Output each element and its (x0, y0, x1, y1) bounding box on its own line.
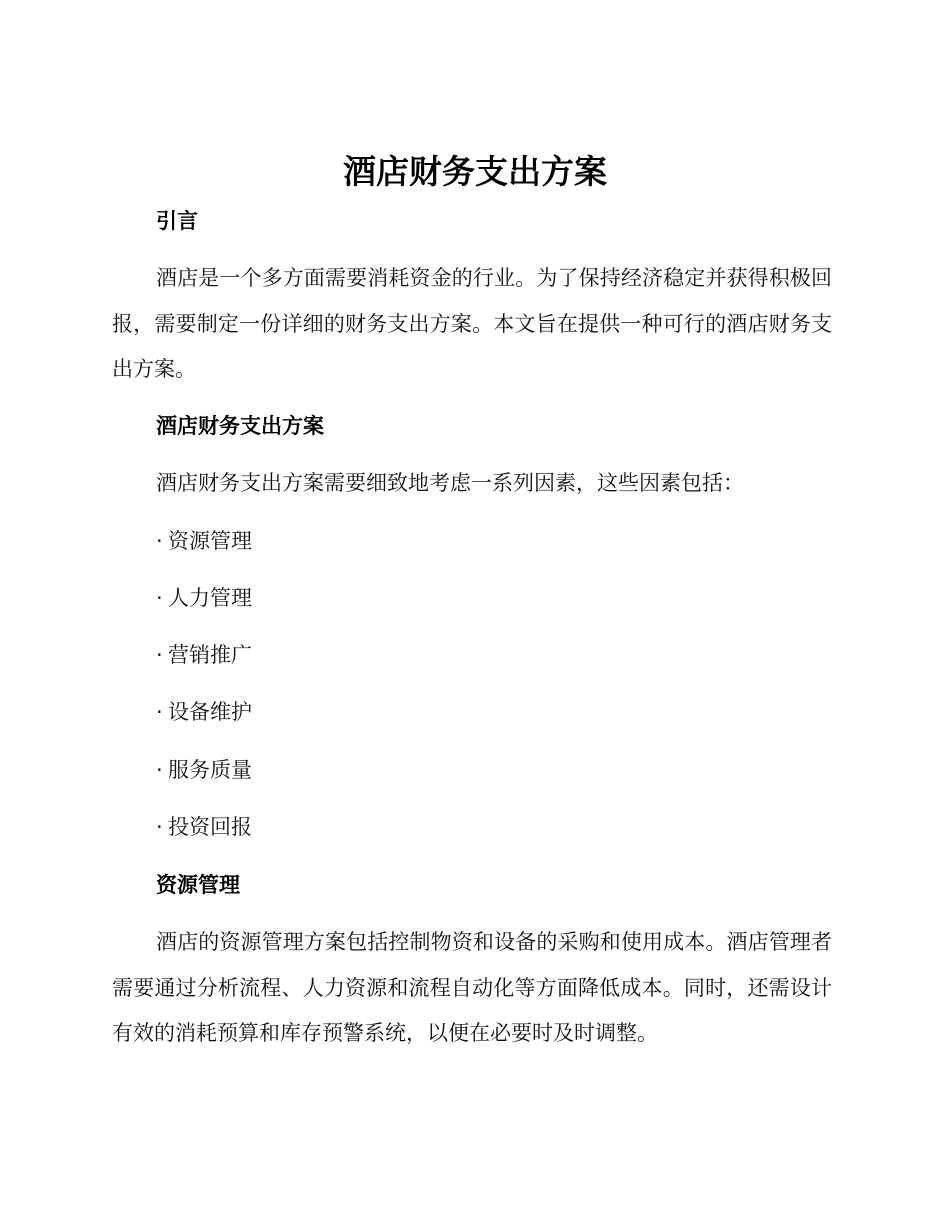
bullet-marker: · (156, 700, 163, 724)
intro-paragraph: 酒店是一个多方面需要消耗资金的行业。为了保持经济稳定并获得积极回报，需要制定一份详细的财务支出方案。本文旨在提供一种可行的酒店财务支出方案。 (112, 266, 832, 381)
page-title: 酒店财务支出方案 (343, 152, 607, 191)
resource-paragraph: 酒店的资源管理方案包括控制物资和设备的采购和使用成本。酒店管理者需要通过分析流程、人力资源和流程自动化等方面降低成本。同时，还需设计有效的消耗预算和库存预警系统，以便在必要时及时调整。 (112, 930, 832, 1045)
list-item (156, 526, 252, 556)
list-item-label: 投资回报 (168, 815, 252, 839)
list-item (156, 640, 252, 670)
bullet-marker: · (156, 643, 163, 667)
intro-heading: 引言 (156, 209, 198, 233)
bullet-marker: · (156, 815, 163, 839)
list-item (156, 583, 252, 613)
list-item (156, 755, 252, 785)
list-item-label: 资源管理 (168, 529, 252, 553)
plan-lead-text: 酒店财务支出方案需要细致地考虑一系列因素，这些因素包括： (156, 471, 744, 495)
list-item-label: 服务质量 (168, 758, 252, 782)
list-item-label: 设备维护 (168, 700, 252, 724)
resource-heading: 资源管理 (156, 873, 240, 897)
bullet-marker: · (156, 586, 163, 610)
plan-heading: 酒店财务支出方案 (156, 414, 324, 438)
bullet-marker: · (156, 529, 163, 553)
bullet-marker: · (156, 758, 163, 782)
list-item-label: 营销推广 (168, 643, 252, 667)
list-item (156, 812, 252, 842)
list-item (156, 697, 252, 727)
list-item-label: 人力管理 (168, 586, 252, 610)
